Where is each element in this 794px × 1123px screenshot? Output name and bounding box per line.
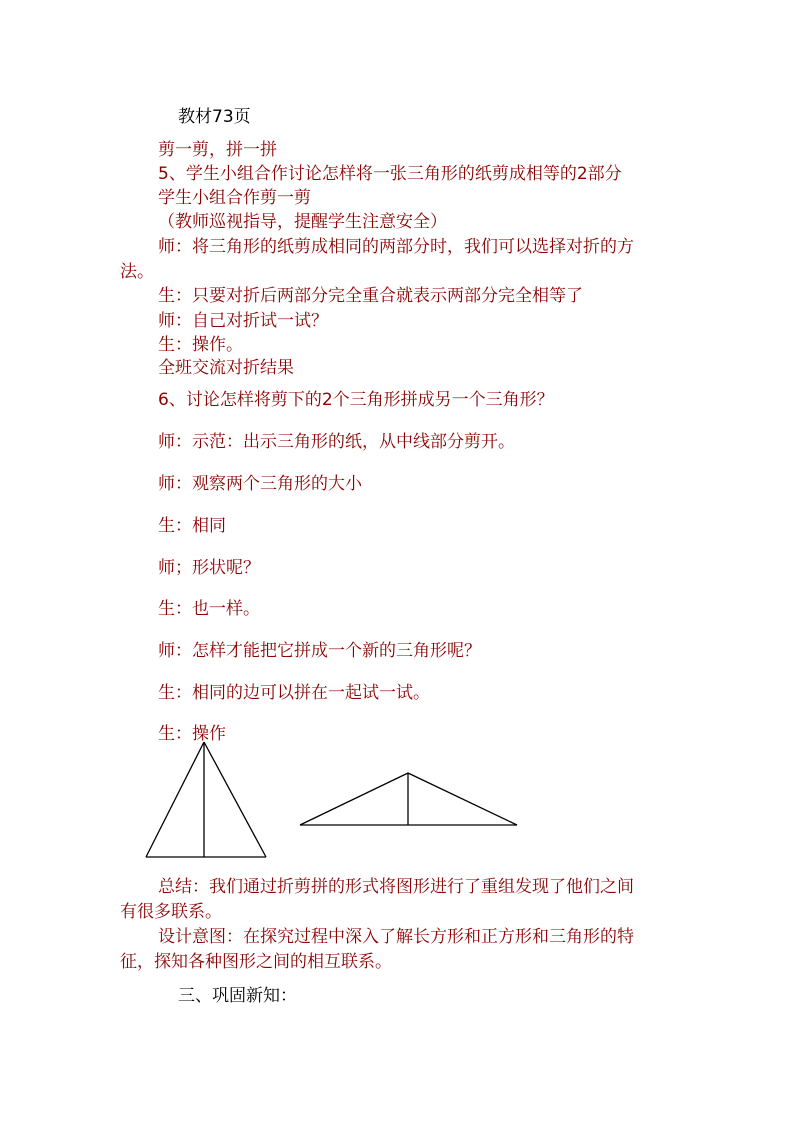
summary: 总结：我们通过折剪拼的形式将图形进行了重组发现了他们之间 [158,877,634,897]
triangle-figure-2 [296,768,522,830]
design-intent-cont: 征，探知各种图形之间的相互联系。 [120,952,392,972]
teacher-line-4: 师：观察两个三角形的大小 [158,474,362,494]
student-line-6: 生：操作 [158,724,226,744]
student-line-4: 生：也一样。 [158,599,260,619]
teacher-line-6: 师：怎样才能把它拼成一个新的三角形呢？ [158,641,481,661]
student-line-2: 生：操作。 [158,335,243,355]
student-line-1: 生：只要对折后两部分完全重合就表示两部分完全相等了 [158,286,583,306]
textbook-page-ref: 教材73页 [178,107,251,127]
step-6: 6、讨论怎样将剪下的2个三角形拼成另一个三角形？ [158,390,554,410]
student-line-3: 生：相同 [158,516,226,536]
triangle-figure-1 [140,738,275,863]
class-exchange: 全班交流对折结果 [158,358,294,378]
design-intent: 设计意图：在探究过程中深入了解长方形和正方形和三角形的特 [158,927,634,947]
student-activity: 学生小组合作剪一剪 [158,188,311,208]
student-line-5: 生：相同的边可以拼在一起试一试。 [158,683,430,703]
section-heading-3: 三、巩固新知： [178,986,297,1006]
teacher-line-2: 师：自己对折试一试？ [158,311,328,331]
teacher-line-1: 师：将三角形的纸剪成相同的两部分时，我们可以选择对折的方 [158,237,634,257]
teacher-line-5: 师；形状呢？ [158,558,260,578]
teacher-line-3: 师：示范：出示三角形的纸，从中线部分剪开。 [158,432,515,452]
section-title: 剪一剪，拼一拼 [158,140,277,160]
teacher-note: （教师巡视指导，提醒学生注意安全） [158,212,447,232]
step-5: 5、学生小组合作讨论怎样将一张三角形的纸剪成相等的2部分 [158,164,622,184]
summary-cont: 有很多联系。 [120,902,222,922]
teacher-line-1-cont: 法。 [120,262,154,282]
